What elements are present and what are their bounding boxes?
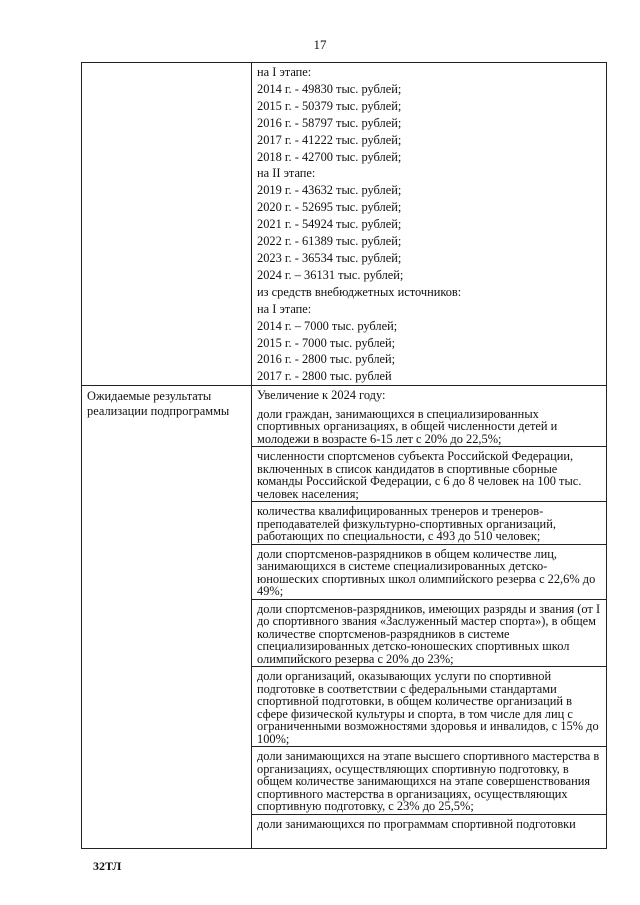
funding-line: 2021 г. - 54924 тыс. рублей; [257,217,402,232]
expected-results-content-cell [252,386,607,849]
expected-result-item: количества квалифицированных тренеров и тренеров-преподавателей физкультурно-спортивных организаций, работающих по специальности, с 493 до 510 человек; [252,501,606,544]
funding-line: 2014 г. - 49830 тыс. рублей; [257,81,402,96]
funding-row [82,63,607,386]
document-code: 32ТЛ [93,859,122,873]
funding-line: 2019 г. - 43632 тыс. рублей; [257,183,402,198]
funding-line: 2024 г. – 36131 тыс. рублей; [257,267,404,282]
funding-line: 2017 г. - 2800 тыс. рублей [257,369,392,384]
expected-result-item: численности спортсменов субъекта Российской Федерации, включенных в список кандидатов в спортивные сборные команды Российской Федерации, с 6 до 8 человек на 100 тыс. человек населения; [252,446,606,501]
expected-results-row [82,386,607,849]
funding-line: из средств внебюджетных источников: [257,284,462,299]
expected-result-item: доли граждан, занимающихся в специализированных спортивных организациях, в общей численности детей и молодежи в возрасте 6-15 лет с 20% до 22,5%; [257,406,558,446]
funding-line: 2017 г. - 41222 тыс. рублей; [257,132,402,147]
expected-results-label: Ожидаемые результаты реализации подпрограммы [82,386,252,849]
funding-line: на I этапе: [257,301,312,316]
funding-row-content-cell [252,63,607,386]
funding-line: 2015 г. - 7000 тыс. рублей; [257,335,396,350]
funding-row-label-cell [82,63,252,386]
funding-line: 2022 г. - 61389 тыс. рублей; [257,234,402,249]
funding-line: на II этапе: [257,166,316,181]
program-passport-table [81,62,607,849]
funding-line: 2020 г. - 52695 тыс. рублей; [257,200,402,215]
funding-line: 2023 г. - 36534 тыс. рублей; [257,250,402,265]
expected-results-intro: Увеличение к 2024 году: [257,388,386,403]
funding-line: 2015 г. - 50379 тыс. рублей; [257,98,402,113]
expected-result-item: доли спортсменов-разрядников в общем количестве лиц, занимающихся в системе специализированных детско-юношеских спортивных школ олимпийского резерва с 22,6% до 49%; [252,544,606,599]
funding-line: на I этапе: [257,65,312,79]
funding-line: 2016 г. - 2800 тыс. рублей; [257,352,396,367]
expected-result-item: доли организаций, оказывающих услуги по спортивной подготовке в соответствии с федеральными стандартами спортивной подготовки, в общем количестве организаций в сфере физической культуры и спорта, в том числе для лиц с ограниченными возможностями здоровья и инвалидов, с 15% до 100%; [252,666,606,746]
page-number: 17 [313,37,327,52]
funding-line: 2016 г. - 58797 тыс. рублей; [257,115,402,130]
expected-result-item: доли спортсменов-разрядников, имеющих разряды и звания (от I до спортивного звания «Заслуженный мастер спорта»), в общем количестве спортсменов-разрядников в системе специализированных детско-юношеских спортивных школ олимпийского резерва с 20% до 23%; [252,599,606,667]
expected-result-item: доли занимающихся на этапе высшего спортивного мастерства в организациях, осуществляющих спортивную подготовку, в общем количестве занимающихся на этапе совершенствования спортивного мастерства в организациях, осуществляющих спортивную подготовку, с 23% до 25,5%; [252,746,606,814]
funding-line: 2018 г. - 42700 тыс. рублей; [257,149,402,164]
funding-line: 2014 г. – 7000 тыс. рублей; [257,318,398,333]
expected-result-item: доли занимающихся по программам спортивной подготовки [252,814,606,832]
